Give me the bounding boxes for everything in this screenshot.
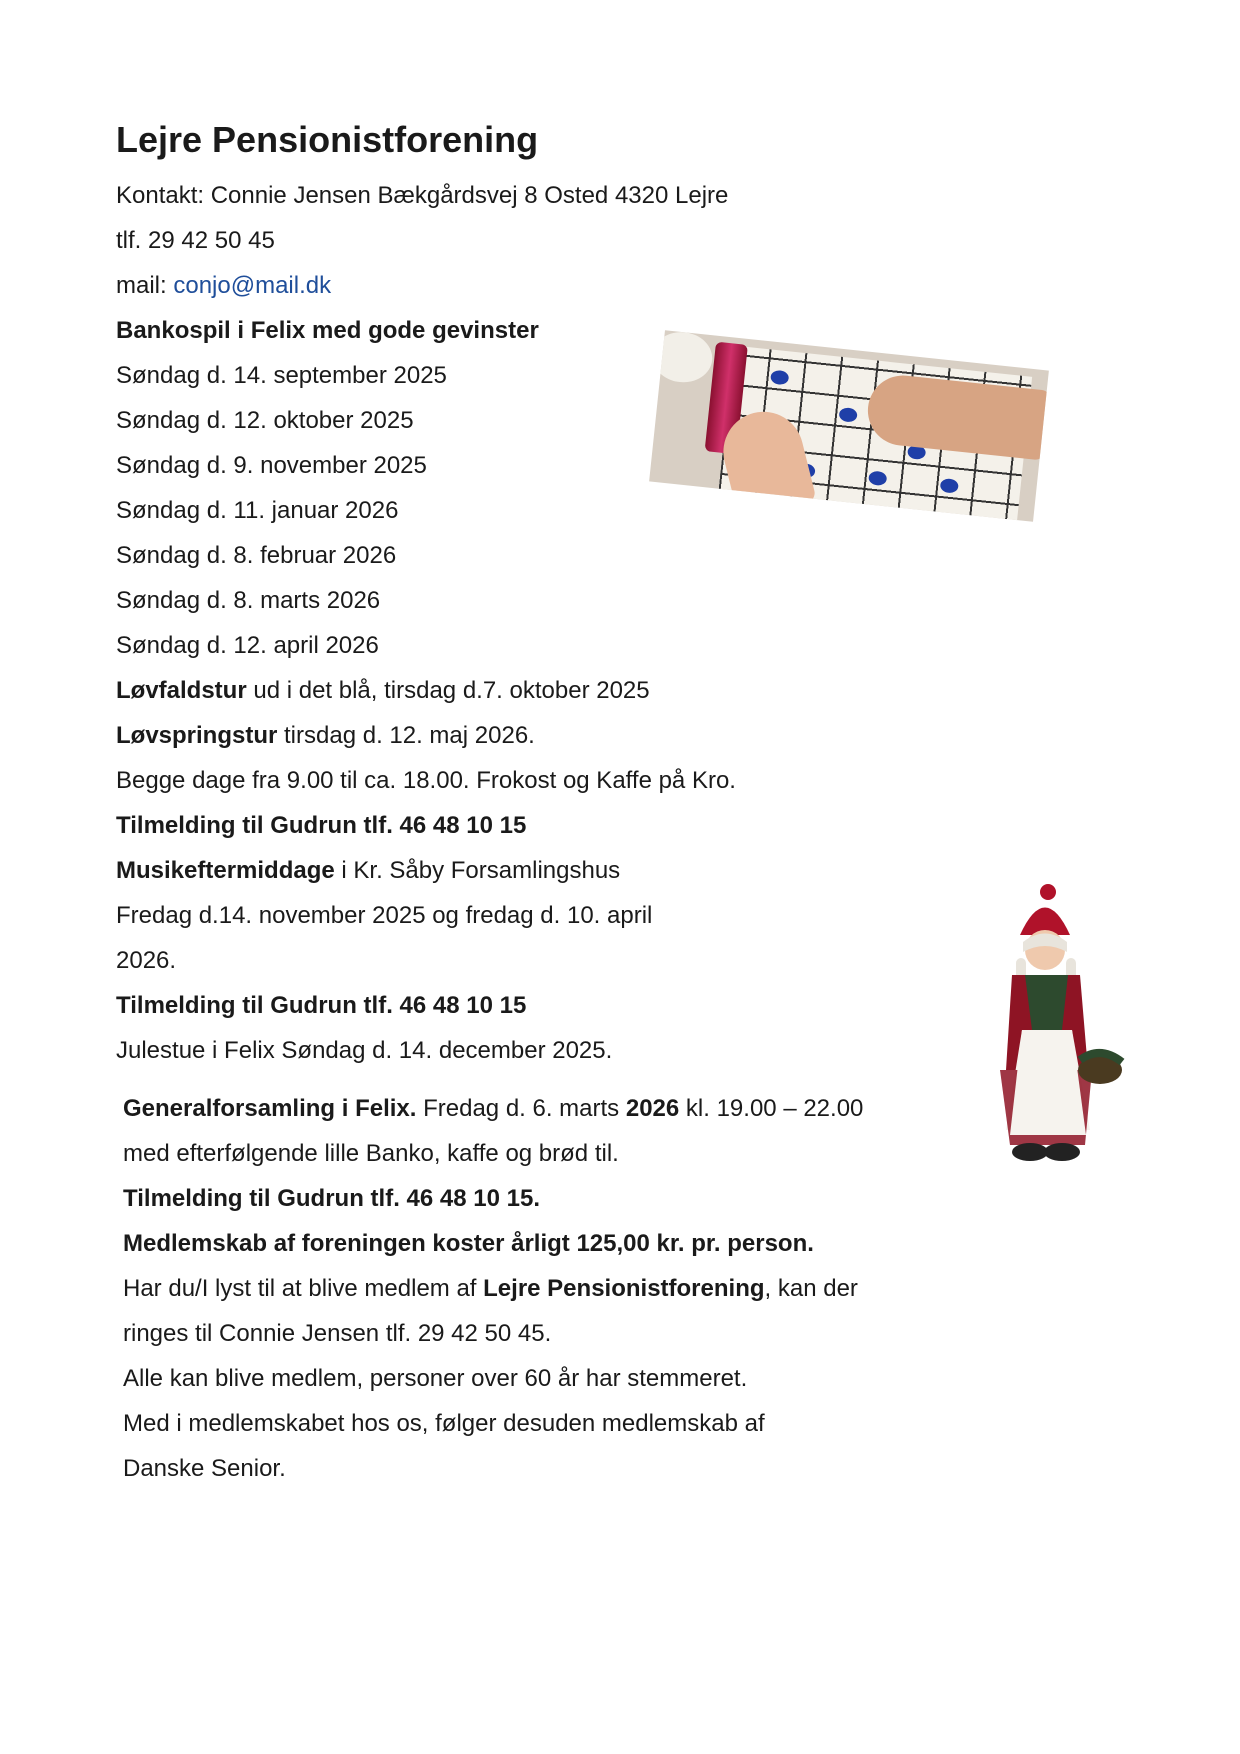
christmas-event: Julestue i Felix Søndag d. 14. december 2025. (116, 1037, 613, 1064)
assembly-signup: Tilmelding til Gudrun tlf. 46 48 10 15. (123, 1185, 540, 1212)
marker-dot (770, 370, 789, 386)
bingo-photo (649, 330, 1049, 522)
santa-figure-photo (950, 880, 1130, 1180)
contact-mail (116, 271, 331, 301)
assembly-title: Generalforsamling i Felix. (123, 1095, 417, 1122)
mail-link[interactable]: conjo@mail.dk (173, 272, 332, 299)
membership-everyone: Alle kan blive medlem, personer over 60 år har stemmeret. (123, 1365, 748, 1392)
membership-join-cont: ringes til Connie Jensen tlf. 29 42 50 45. (123, 1320, 552, 1347)
mail-label: mail: (116, 272, 174, 299)
marker-dot (940, 478, 959, 494)
trip-info: Begge dage fra 9.00 til ca. 18.00. Frokost og Kaffe på Kro. (116, 767, 736, 794)
contact-address: Kontakt: Connie Jensen Bækgårdsvej 8 Osted 4320 Lejre (116, 182, 729, 209)
spring-trip-details: tirsdag d. 12. maj 2026. (277, 722, 535, 749)
general-assembly (123, 1094, 863, 1124)
music-location: i Kr. Såby Forsamlingshus (334, 857, 621, 884)
autumn-trip-details: ud i det blå, tirsdag d.7. oktober 2025 (246, 677, 650, 704)
banko-heading: Bankospil i Felix med gode gevinster (116, 317, 539, 344)
banko-date: Søndag d. 8. marts 2026 (116, 587, 381, 614)
contact-phone: tlf. 29 42 50 45 (116, 227, 275, 254)
banko-date: Søndag d. 9. november 2025 (116, 452, 427, 479)
music-afternoon (116, 856, 620, 886)
banko-date: Søndag d. 11. januar 2026 (116, 497, 399, 524)
assembly-time: kl. 19.00 – 22.00 (679, 1095, 864, 1122)
membership-included: Med i medlemskabet hos os, følger desuden medlemskab af (123, 1410, 765, 1437)
trip-signup: Tilmelding til Gudrun tlf. 46 48 10 15 (116, 812, 527, 839)
autumn-trip (116, 676, 650, 706)
banko-date: Søndag d. 8. februar 2026 (116, 542, 397, 569)
cup-shape (650, 330, 715, 385)
music-dates-cont: 2026. (116, 947, 177, 974)
join-text: Har du/I lyst til at blive medlem af (123, 1275, 484, 1302)
marker-dot (868, 470, 887, 486)
assembly-details: med efterfølgende lille Banko, kaffe og brød til. (123, 1140, 619, 1167)
assembly-date: Fredag d. 6. marts (416, 1095, 626, 1122)
music-title: Musikeftermiddage (116, 857, 335, 884)
join-text-end: , kan der (764, 1275, 858, 1302)
spring-trip-title: Løvspringstur (116, 722, 278, 749)
banko-date: Søndag d. 14. september 2025 (116, 362, 447, 389)
music-dates: Fredag d.14. november 2025 og fredag d. 10. april (116, 902, 653, 929)
autumn-trip-title: Løvfaldstur (116, 677, 247, 704)
membership-price: Medlemskab af foreningen koster årligt 125,00 kr. pr. person. (123, 1230, 814, 1257)
membership-included-cont: Danske Senior. (123, 1455, 286, 1482)
music-signup: Tilmelding til Gudrun tlf. 46 48 10 15 (116, 992, 527, 1019)
page-title: Lejre Pensionistforening (116, 119, 539, 160)
join-org-name: Lejre Pensionistforening (483, 1275, 765, 1302)
banko-date: Søndag d. 12. april 2026 (116, 632, 379, 659)
banko-date: Søndag d. 12. oktober 2025 (116, 407, 414, 434)
assembly-year: 2026 (625, 1095, 680, 1122)
membership-join (123, 1274, 858, 1304)
spring-trip (116, 721, 535, 751)
marker-dot (838, 407, 857, 423)
